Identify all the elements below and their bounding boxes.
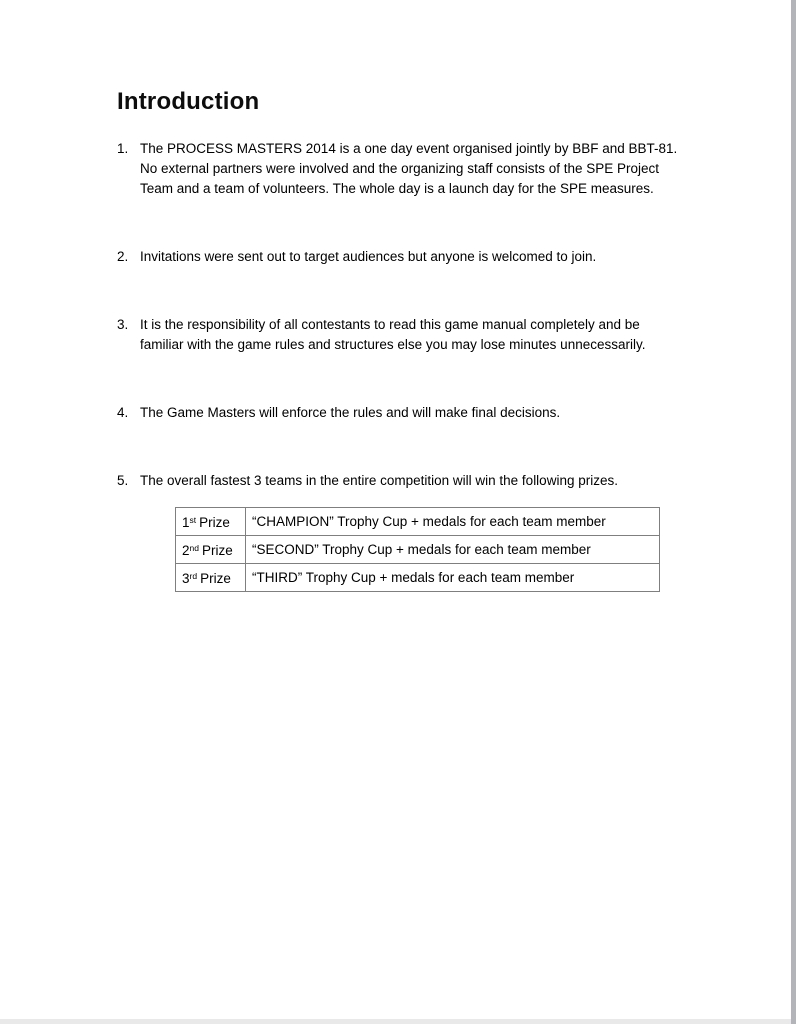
- list-item: [117, 471, 700, 592]
- rank-label: Prize: [199, 514, 230, 530]
- item-text: It is the responsibility of all contestants to read this game manual completely and be familiar with the game rules and structures else you may lose minutes unnecessarily.: [140, 317, 646, 352]
- item-text: Invitations were sent out to target audiences but anyone is welcomed to join.: [140, 249, 597, 264]
- item-number: 4.: [117, 405, 129, 420]
- list-item: [117, 315, 700, 355]
- item-text: The overall fastest 3 teams in the entire competition will win the following prizes.: [140, 473, 618, 488]
- item-number: 1.: [117, 141, 129, 156]
- rank-number: 1: [182, 514, 190, 530]
- rank-number: 2: [182, 542, 190, 558]
- prize-rank-cell: [176, 564, 246, 592]
- prize-description-cell: “SECOND” Trophy Cup + medals for each team member: [246, 536, 660, 564]
- list-item: [117, 247, 700, 267]
- prize-table: [175, 507, 660, 592]
- window-edge-right: [791, 0, 796, 1024]
- rank-label: Prize: [201, 542, 233, 558]
- item-text: The PROCESS MASTERS 2014 is a one day event organised jointly by BBF and BBT-81. No external partners were involved and the organizing staff consists of the SPE Project Team and a team of volunteers. The whole day is a launch day for the SPE measures.: [140, 141, 678, 196]
- prize-description-cell: “THIRD” Trophy Cup + medals for each team member: [246, 564, 660, 592]
- rank-label: Prize: [200, 570, 231, 586]
- table-row: [176, 564, 660, 592]
- intro-list: [117, 139, 700, 592]
- prize-rank-cell: [176, 508, 246, 536]
- page-title: Introduction: [117, 88, 260, 115]
- rank-suffix: st: [189, 515, 197, 526]
- table-row: [176, 508, 660, 536]
- rank-suffix: nd: [189, 543, 199, 554]
- item-text: The Game Masters will enforce the rules and will make final decisions.: [140, 405, 561, 420]
- page-bottom-edge: [0, 1019, 796, 1024]
- rank-suffix: rd: [189, 571, 198, 582]
- table-row: [176, 536, 660, 564]
- item-number: 5.: [117, 473, 129, 488]
- prize-description-cell: “CHAMPION” Trophy Cup + medals for each team member: [246, 508, 660, 536]
- item-number: 3.: [117, 317, 129, 332]
- item-number: 2.: [117, 249, 129, 264]
- list-item: [117, 139, 700, 199]
- prize-rank-cell: [176, 536, 246, 564]
- list-item: [117, 403, 700, 423]
- rank-number: 3: [182, 570, 190, 586]
